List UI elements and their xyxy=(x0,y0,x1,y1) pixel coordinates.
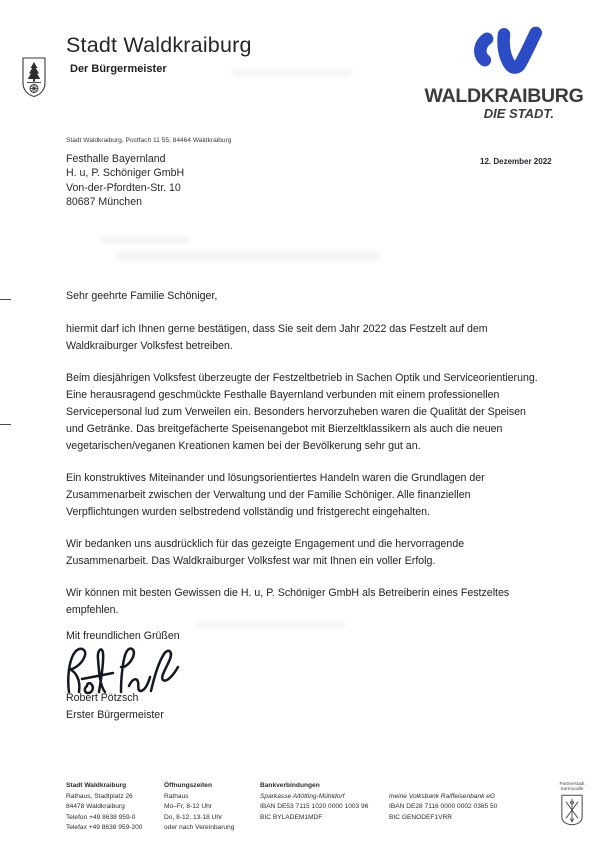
bank1-iban: IBAN DE53 7115 1020 0000 1003 96 xyxy=(260,803,369,811)
waldkraiburg-w-icon xyxy=(466,24,542,86)
body-line: Waldkraiburger Volksfest betreiben. xyxy=(66,340,233,352)
body-line: Wir können mit besten Gewissen die H. u, P. Schöniger GmbH als Betreiberin eines Festzeltes xyxy=(66,587,510,599)
recipient-line: Festhalle Bayernland xyxy=(66,153,166,165)
paragraph xyxy=(66,370,562,455)
bank2-bic: BIC GENODEF1VRR xyxy=(389,813,453,821)
scan-artifact xyxy=(232,70,352,76)
body-line: Zusammenarbeit zwischen der Verwaltung und der Familie Schöniger. Alle finanziellen xyxy=(66,489,471,501)
salutation: Sehr geehrte Familie Schöniger, xyxy=(66,290,218,302)
bank2-name: meine Volksbank Raiffeisenbank eG xyxy=(389,792,496,800)
fold-mark xyxy=(0,299,11,300)
partner-caption-line: Partnerstadt xyxy=(559,781,585,786)
footer-hours-line: oder nach Vereinbarung xyxy=(164,824,235,832)
city-logo xyxy=(408,24,600,120)
body-line: und Getränke. Das breitgefächerte Speisenangebot mit Bierzeltklassikern als auch die neuen xyxy=(66,423,503,435)
return-address-line: Stadt Waldkraiburg, Postfach 11 55, 84464 Waldkraiburg xyxy=(66,137,232,144)
paragraph xyxy=(66,470,562,521)
fold-mark xyxy=(0,424,11,425)
body-line: Beim diesjährigen Volksfest überzeugte der Festzeltbetrieb in Sachen Optik und Serviceorientierung. xyxy=(66,372,538,384)
footer-bank-header: Bankverbindungen xyxy=(260,782,320,789)
signer-name: Robert Pötzsch xyxy=(66,692,139,704)
logo-tagline-text: DIE STADT. xyxy=(483,105,554,121)
scan-artifact xyxy=(100,236,190,243)
partner-city-crest-icon xyxy=(560,794,584,826)
bank1-name: Sparkasse Altötting-Mühldorf xyxy=(260,792,345,800)
letterhead-sender-name: Stadt Waldkraiburg xyxy=(66,33,252,57)
body-line: hiermit darf ich Ihnen gerne bestätigen, dass Sie seit dem Jahr 2022 das Festzelt auf dem xyxy=(66,323,488,335)
body-line: Verpflichtungen wurden selbstredend vollständig und fristgerecht eingehalten. xyxy=(66,506,430,518)
closing-greeting: Mit freundlichen Grüßen xyxy=(66,630,180,642)
body-line: Wir bedanken uns ausdrücklich für das gezeigte Engagement und die hervorragende xyxy=(66,538,465,550)
signer-title: Erster Bürgermeister xyxy=(66,709,164,722)
paragraph xyxy=(66,585,562,619)
footer-address-line: Telefon +49 8638 959-0 xyxy=(66,813,136,821)
signature-block xyxy=(66,690,164,725)
letterhead-sender-role: Der Bürgermeister xyxy=(70,63,167,75)
footer-hours-line: Rathaus xyxy=(164,792,189,800)
body-line: Eine herausragend geschmückte Festhalle Bayernland verbunden mit einem professionellen xyxy=(66,389,500,401)
recipient-line: Von-der-Pfordten-Str. 10 xyxy=(66,181,181,194)
footer-bank-column-1 xyxy=(260,781,368,823)
recipient-address-block xyxy=(66,152,184,210)
recipient-line: 80687 München xyxy=(66,196,142,209)
body-line: empfehlen. xyxy=(66,604,119,616)
footer-hours-line: Do, 8-12, 13-18 Uhr xyxy=(164,813,223,821)
footer-hours-line: Mo–Fr, 8-12 Uhr xyxy=(164,803,213,811)
footer-bank-column-2 xyxy=(389,792,497,824)
bank2-iban: IBAN DE28 7116 0000 0002 0365 50 xyxy=(389,803,498,811)
paragraph xyxy=(66,321,562,355)
partner-city-emblem xyxy=(554,781,590,826)
partner-caption-line: Sartrouville xyxy=(560,786,584,792)
footer-address-column xyxy=(66,781,142,834)
scan-artifact xyxy=(115,252,380,260)
footer-hours-column xyxy=(164,781,234,834)
body-line: Servicepersonal lud zum Verweilen ein. Besonders hervorzuheben waren die Qualität der Speisen xyxy=(66,406,526,418)
body-line: Ein konstruktives Miteinander und lösungsorientiertes Handeln waren die Grundlagen der xyxy=(66,472,485,484)
footer-address-line: 84478 Waldkraiburg xyxy=(66,803,125,811)
bank1-bic: BIC BYLADEM1MDF xyxy=(260,813,323,821)
footer-address-header: Stadt Waldkraiburg xyxy=(66,782,127,789)
footer-address-line: Telefax +49 8638 959-200 xyxy=(66,824,143,832)
body-line: Zusammenarbeit. Das Waldkraiburger Volksfest war mit Ihnen ein voller Erfolg. xyxy=(66,555,436,567)
letter-body xyxy=(66,288,562,634)
footer-hours-header: Öffnungszeiten xyxy=(164,782,212,789)
city-coat-of-arms-icon xyxy=(21,57,47,98)
recipient-line: H. u, P. Schöniger GmbH xyxy=(66,167,185,180)
footer-address-line: Rathaus, Stadtplatz 26 xyxy=(66,792,133,800)
body-line: vegetarischen/veganen Kreationen kamen bei der Bevölkerung sehr gut an. xyxy=(66,440,421,452)
letter-date: 12. Dezember 2022 xyxy=(480,157,552,166)
logo-brand-text: WALDKRAIBURG xyxy=(424,85,584,107)
paragraph xyxy=(66,536,562,570)
